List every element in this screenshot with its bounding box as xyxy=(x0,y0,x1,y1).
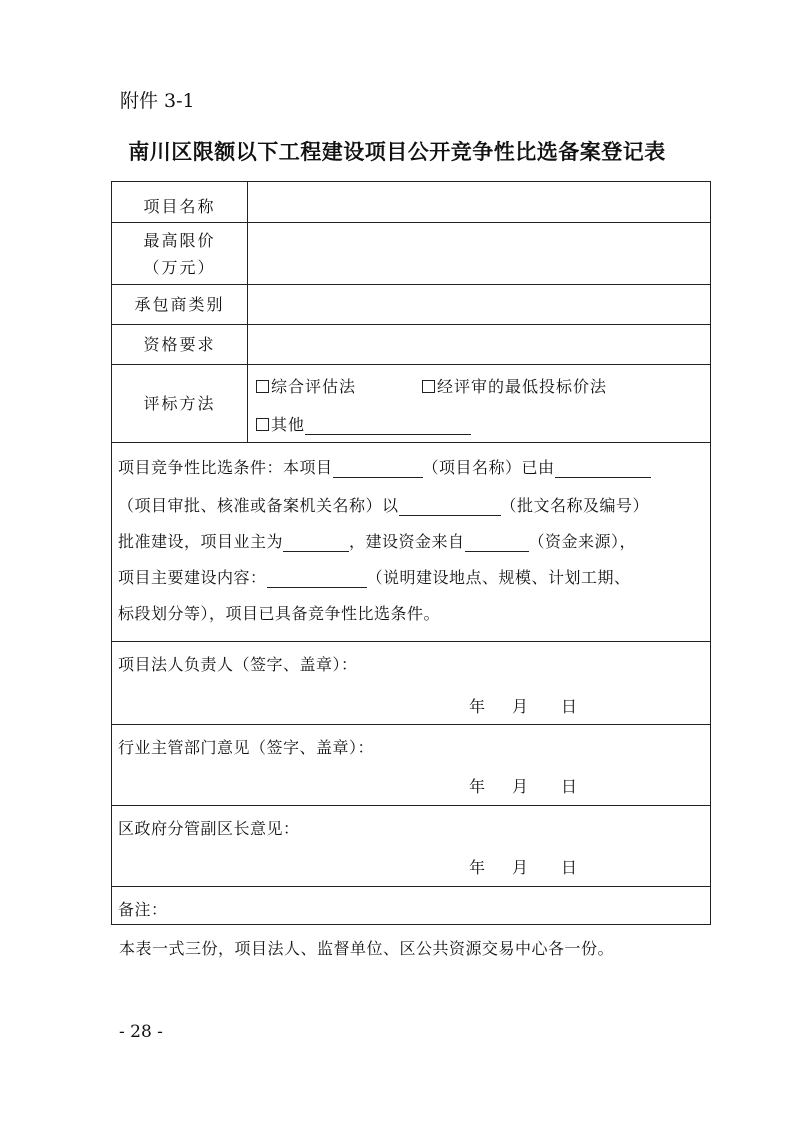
registration-form-table xyxy=(111,181,711,925)
label-qualification: 资格要求 xyxy=(112,325,248,364)
option-lowest-price-label: 经评审的最低投标价法 xyxy=(437,377,608,396)
row-remarks[interactable] xyxy=(112,887,710,926)
date-year: 年 xyxy=(469,697,486,716)
row-qualification xyxy=(112,325,710,365)
label-max-price-line1: 最高限价 xyxy=(143,230,216,250)
page-title: 南川区限额以下工程建设项目公开竞争性比选备案登记表 xyxy=(128,139,666,164)
row-district-signature[interactable] xyxy=(112,806,710,887)
checkbox-comprehensive[interactable] xyxy=(256,380,269,393)
approval-authority-blank[interactable] xyxy=(555,459,651,478)
option-other-label: 其他 xyxy=(271,415,306,434)
date-year: 年 xyxy=(469,858,486,877)
conditions-text: （资金来源）， xyxy=(528,532,637,551)
approval-document-blank[interactable] xyxy=(399,497,501,516)
checkbox-lowest-price[interactable] xyxy=(422,380,435,393)
contractor-category-field[interactable] xyxy=(248,285,710,324)
fund-source-blank[interactable] xyxy=(465,533,529,552)
max-price-field[interactable] xyxy=(248,223,710,284)
option-lowest-price[interactable] xyxy=(422,374,607,397)
conditions-line-2 xyxy=(118,493,706,516)
department-signature-label: 行业主管部门意见（签字、盖章）： xyxy=(118,738,375,757)
conditions-text: （说明建设地点、规模、计划工期、 xyxy=(366,568,631,587)
conditions-text: 批准建设，项目业主为 xyxy=(118,532,284,551)
date-day: 日 xyxy=(561,697,578,716)
conditions-text: （项目审批、核准或备案机关名称）以 xyxy=(118,496,399,515)
footer-note: 本表一式三份，项目法人、监督单位、区公共资源交易中心各一份。 xyxy=(119,939,615,958)
row-max-price xyxy=(112,223,710,285)
row-project-name xyxy=(112,182,710,223)
qualification-field[interactable] xyxy=(248,325,710,364)
evaluation-method-options xyxy=(248,365,710,442)
conditions-text: （项目名称）已由 xyxy=(422,458,555,477)
conditions-line-4 xyxy=(118,565,706,588)
date-month: 月 xyxy=(512,697,529,716)
other-method-blank[interactable] xyxy=(305,416,471,435)
label-evaluation-method: 评标方法 xyxy=(112,365,248,442)
label-max-price-line2: （万元） xyxy=(143,257,216,277)
conditions-line-1 xyxy=(118,455,706,478)
option-comprehensive-label: 综合评估法 xyxy=(271,377,357,396)
page-number: - 28 - xyxy=(119,1022,163,1042)
label-max-price xyxy=(112,223,248,284)
construction-content-blank[interactable] xyxy=(267,569,367,588)
conditions-text: （批文名称及编号） xyxy=(500,496,650,515)
date-day: 日 xyxy=(561,777,578,796)
row-department-signature[interactable] xyxy=(112,725,710,806)
checkbox-other[interactable] xyxy=(256,418,269,431)
date-month: 月 xyxy=(512,777,529,796)
remarks-label: 备注： xyxy=(118,900,168,919)
conditions-line-5: 标段划分等），项目已具备竞争性比选条件。 xyxy=(118,604,441,623)
label-contractor-category: 承包商类别 xyxy=(112,285,248,324)
row-evaluation-method xyxy=(112,365,710,443)
district-signature-label: 区政府分管副区长意见： xyxy=(118,819,300,838)
date-month: 月 xyxy=(512,858,529,877)
project-owner-blank[interactable] xyxy=(283,533,349,552)
conditions-text: 项目主要建设内容： xyxy=(118,568,267,587)
row-legal-rep-signature[interactable] xyxy=(112,642,710,725)
option-comprehensive[interactable] xyxy=(256,374,356,397)
attachment-label: 附件 3-1 xyxy=(120,90,195,112)
date-day: 日 xyxy=(561,858,578,877)
option-other[interactable] xyxy=(256,412,471,435)
conditions-line-3 xyxy=(118,529,706,552)
row-conditions xyxy=(112,443,710,642)
row-contractor-category xyxy=(112,285,710,325)
project-name-blank[interactable] xyxy=(333,459,423,478)
legal-rep-signature-label: 项目法人负责人（签字、盖章）： xyxy=(118,655,358,674)
date-year: 年 xyxy=(469,777,486,796)
conditions-text: ，建设资金来自 xyxy=(349,532,465,551)
label-project-name: 项目名称 xyxy=(112,182,248,222)
conditions-text: 项目竞争性比选条件：本项目 xyxy=(118,458,333,477)
project-name-field[interactable] xyxy=(248,182,710,222)
